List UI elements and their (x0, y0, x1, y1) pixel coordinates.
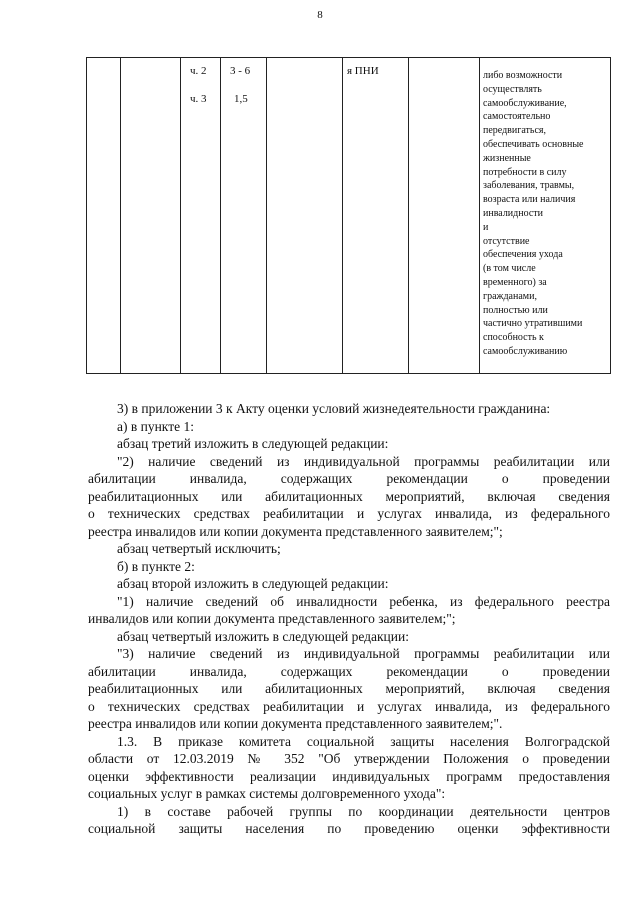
amendment-line: "3) наличие сведений из индивидуальной программы реабилитации или (117, 646, 610, 661)
amendment-line: оценки эффективности реализации индивидуальных программ предоставления (88, 768, 610, 784)
criteria-line: жизненные (483, 152, 531, 164)
amendment-line: реестра инвалидов или копии документа представленного заявителем;"; (88, 523, 503, 539)
table-cell-value: 3 - 6 (230, 65, 251, 77)
amendment-line: абзац четвертый изложить в следующей редакции: (117, 628, 409, 644)
amendment-line: абзац четвертый исключить; (117, 541, 281, 556)
amendment-line: абилитации инвалида, содержащих рекомендации о проведении (88, 471, 610, 486)
table-cell-institution: я ПНИ (347, 65, 379, 77)
criteria-line: самообслуживание, (483, 97, 567, 109)
amendment-line: области от 12.03.2019 № 352 "Об утверждении Положения о проведении (88, 751, 610, 766)
amendment-line: б) в пункте 2: (117, 558, 195, 574)
amendment-line: абзац третий изложить в следующей редакции: (117, 436, 389, 451)
amendment-line: 1.3. В приказе комитета социальной защиты населения Волгоградской (117, 733, 610, 749)
table-column-divider (479, 57, 480, 374)
amendment-line: "1) наличие сведений об инвалидности ребенка, из федерального реестра (117, 593, 610, 609)
amendment-line: абзац второй изложить в следующей редакции: (117, 576, 389, 591)
amendment-line: социальной защиты населения по проведению оценки эффективности (88, 821, 610, 836)
criteria-line: возраста или наличия (483, 194, 576, 206)
amendment-line: инвалидов или копии документа представленного заявителем;"; (88, 611, 456, 626)
criteria-line: временного) за (483, 276, 547, 288)
criteria-line: инвалидности (483, 207, 544, 219)
criteria-line: (в том числе (483, 263, 536, 275)
criteria-line: обеспечивать основные (483, 138, 584, 150)
criteria-line: полностью или (483, 304, 548, 316)
table-cell-value: 1,5 (234, 93, 248, 105)
table-cell-part: ч. 3 (190, 93, 207, 105)
amendment-line: 3) в приложении 3 к Акту оценки условий жизнедеятельности гражданина: (117, 401, 551, 416)
amendment-line: реестра инвалидов или копии документа представленного заявителем;". (88, 716, 503, 731)
criteria-line: заболевания, травмы, (483, 180, 575, 192)
criteria-line: и (483, 221, 489, 233)
amendment-line: реабилитационных или абилитационных мероприятий, включая сведения (88, 681, 610, 696)
table-column-divider (120, 57, 121, 374)
amendment-line: 1) в составе рабочей группы по координации деятельности центров (117, 803, 610, 819)
amendment-line: о технических средствах реабилитации и услугах инвалида, из федерального (88, 506, 610, 521)
continuation-table (86, 57, 611, 374)
criteria-line: самообслуживанию (483, 345, 568, 357)
criteria-line: отсутствие (483, 235, 530, 247)
table-cell-part: ч. 2 (190, 65, 207, 77)
table-column-divider (342, 57, 343, 374)
criteria-line: частично утратившими (483, 318, 583, 330)
criteria-line: обеспечения ухода (483, 249, 563, 261)
criteria-line: самостоятельно (483, 111, 551, 123)
amendment-line: "2) наличие сведений из индивидуальной программы реабилитации или (117, 453, 610, 469)
criteria-line: осуществлять (483, 83, 542, 95)
table-border (86, 57, 87, 374)
amendment-line: реабилитационных или абилитационных мероприятий, включая сведения (88, 488, 610, 504)
amendment-line: абилитации инвалида, содержащих рекомендации о проведении (88, 663, 610, 679)
criteria-line: потребности в силу (483, 166, 567, 178)
table-column-divider (266, 57, 267, 374)
table-column-divider (408, 57, 409, 374)
amendment-line: о технических средствах реабилитации и услугах инвалида, из федерального (88, 698, 610, 714)
document-body (88, 400, 610, 838)
criteria-line: гражданами, (483, 290, 537, 302)
criteria-line: передвигаться, (483, 125, 547, 137)
table-cell-criteria (483, 69, 611, 359)
table-column-divider (220, 57, 221, 374)
table-top-border (86, 57, 611, 58)
amendment-line: а) в пункте 1: (117, 418, 194, 434)
amendment-line: социальных услуг в рамках системы долговременного ухода": (88, 786, 446, 801)
table-column-divider (180, 57, 181, 374)
page-number: 8 (317, 9, 323, 21)
table-bottom-border (86, 373, 611, 374)
criteria-line: либо возможности (483, 70, 563, 81)
criteria-line: способность к (483, 332, 544, 344)
